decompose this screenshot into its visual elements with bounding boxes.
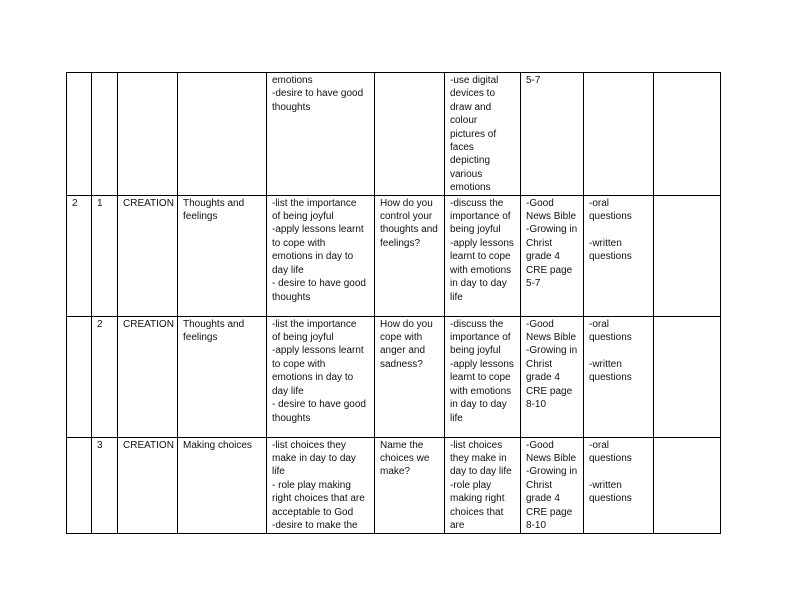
cell-strand: CREATION <box>118 316 178 437</box>
cell-inquiry: How do you cope with anger and sadness? <box>375 316 445 437</box>
cell-inquiry: How do you control your thoughts and feelings? <box>375 195 445 316</box>
cell-sub-strand <box>178 73 267 196</box>
table-row <box>67 73 721 196</box>
cell-remarks <box>654 73 721 196</box>
cell-inquiry <box>375 73 445 196</box>
cell-experiences: -use digital devices to draw and colour pictures of faces depicting various emotions <box>445 73 521 196</box>
cell-strand <box>118 73 178 196</box>
cell-experiences: -discuss the importance of being joyful -apply lessons learnt to cope with emotions in day to day life <box>445 195 521 316</box>
cell-resources: 5-7 <box>521 73 584 196</box>
cell-outcomes: emotions -desire to have good thoughts <box>267 73 375 196</box>
table-row <box>67 316 721 437</box>
cell-sub-strand: Thoughts and feelings <box>178 316 267 437</box>
cell-resources: -Good News Bible -Growing in Christ grade 4 CRE page 8-10 <box>521 437 584 533</box>
cell-experiences: -discuss the importance of being joyful -apply lessons learnt to cope with emotions in day to day life <box>445 316 521 437</box>
cell-inquiry: Name the choices we make? <box>375 437 445 533</box>
cell-week: 2 <box>67 195 92 316</box>
cell-remarks <box>654 437 721 533</box>
cell-strand: CREATION <box>118 437 178 533</box>
cell-lesson <box>92 73 118 196</box>
table-row <box>67 437 721 533</box>
table-row <box>67 195 721 316</box>
cell-outcomes: -list the importance of being joyful -apply lessons learnt to cope with emotions in day to day life - desire to have good thoughts <box>267 195 375 316</box>
cell-week <box>67 316 92 437</box>
cell-assessment: -oral questions -written questions <box>584 437 654 533</box>
cell-week <box>67 437 92 533</box>
cell-sub-strand: Thoughts and feelings <box>178 195 267 316</box>
cell-sub-strand: Making choices <box>178 437 267 533</box>
cell-outcomes: -list the importance of being joyful -apply lessons learnt to cope with emotions in day to day life - desire to have good thoughts <box>267 316 375 437</box>
cell-remarks <box>654 316 721 437</box>
cell-outcomes: -list choices they make in day to day life - role play making right choices that are acceptable to God -desire to make the <box>267 437 375 533</box>
cell-resources: -Good News Bible -Growing in Christ grade 4 CRE page 5-7 <box>521 195 584 316</box>
cell-assessment <box>584 73 654 196</box>
cell-lesson: 2 <box>92 316 118 437</box>
cell-strand: CREATION <box>118 195 178 316</box>
scheme-of-work-table <box>66 72 721 534</box>
cell-lesson: 1 <box>92 195 118 316</box>
cell-assessment: -oral questions -written questions <box>584 316 654 437</box>
cell-lesson: 3 <box>92 437 118 533</box>
cell-week <box>67 73 92 196</box>
cell-remarks <box>654 195 721 316</box>
cell-experiences: -list choices they make in day to day life -role play making right choices that are <box>445 437 521 533</box>
cell-resources: -Good News Bible -Growing in Christ grade 4 CRE page 8-10 <box>521 316 584 437</box>
cell-assessment: -oral questions -written questions <box>584 195 654 316</box>
